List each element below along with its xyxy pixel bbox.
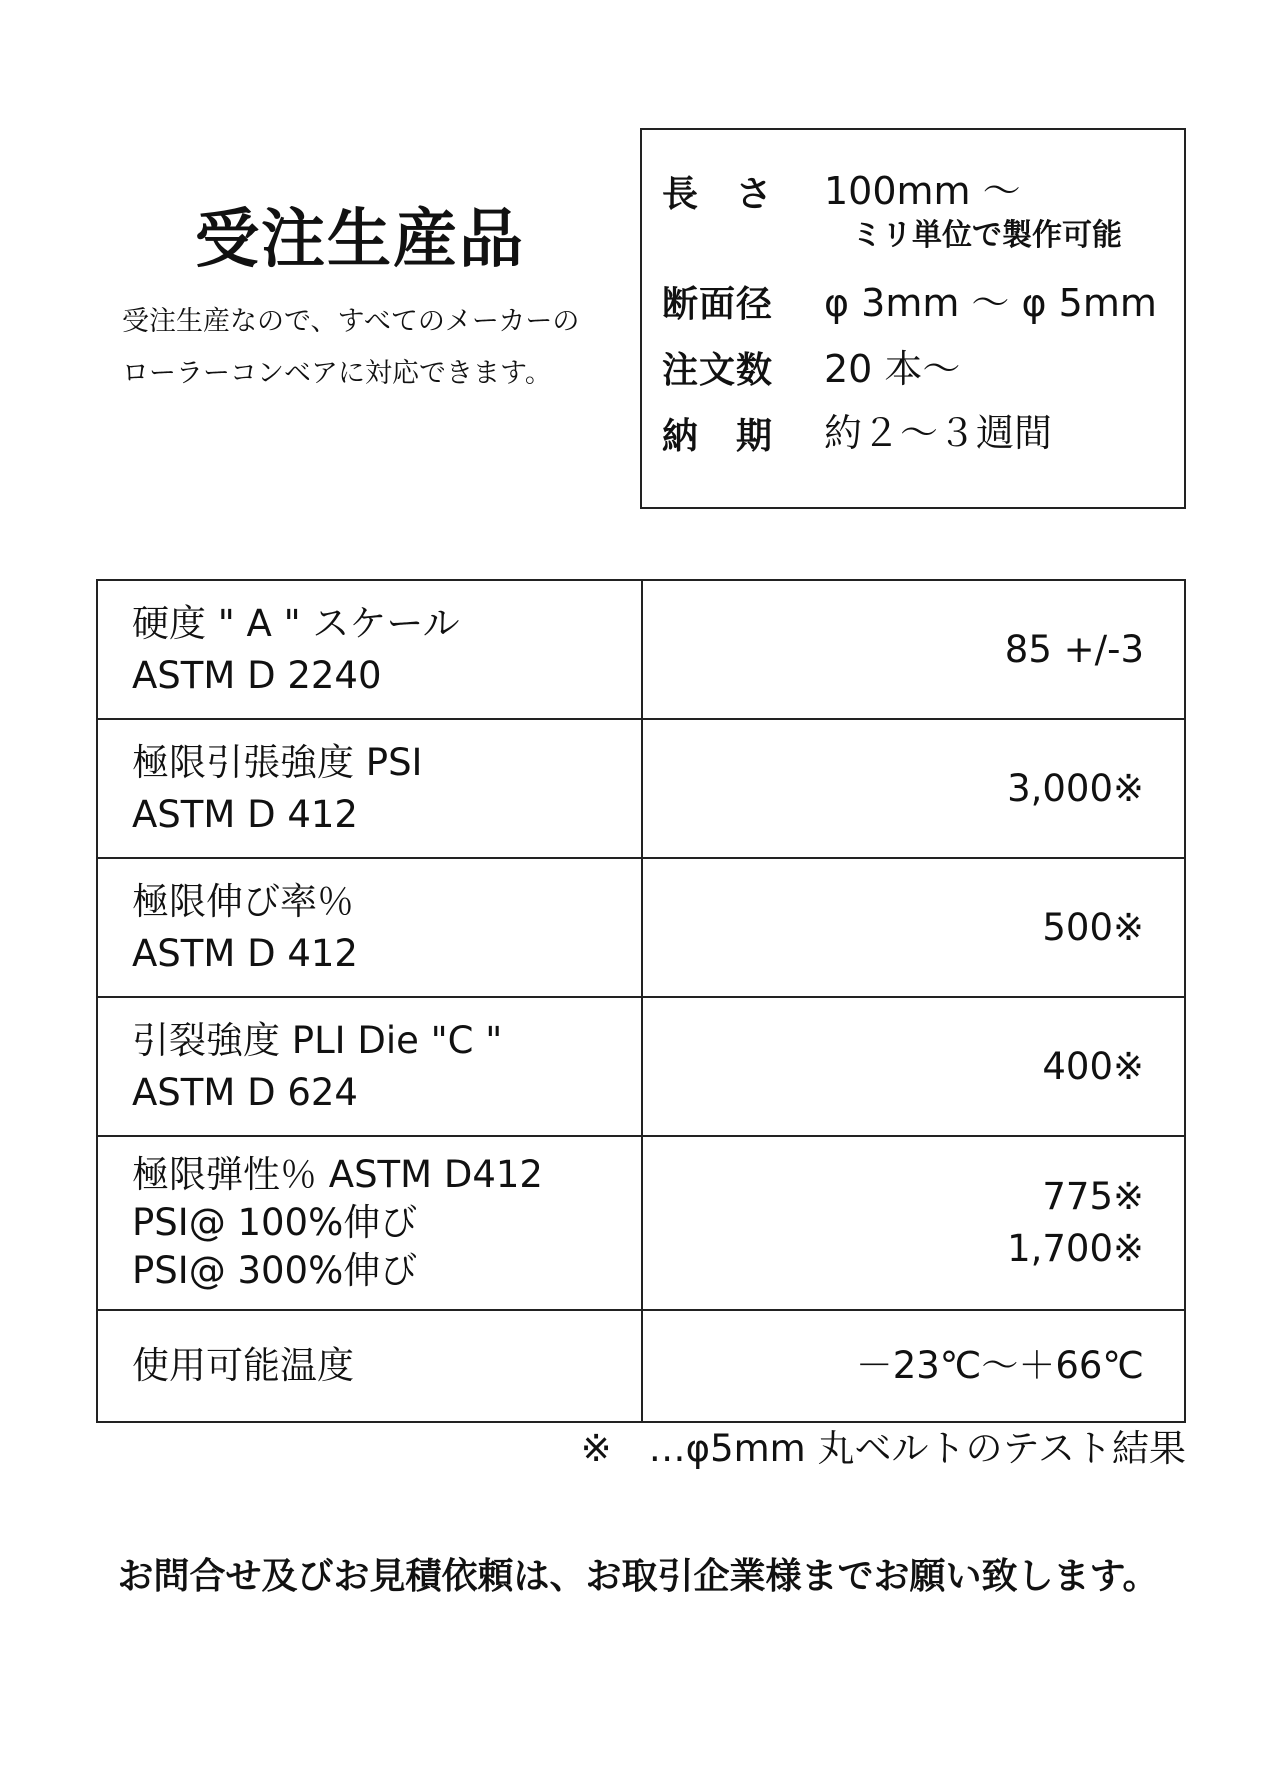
property-value: －23℃～＋66℃ bbox=[642, 1310, 1185, 1422]
intro-text bbox=[122, 296, 622, 400]
property-label: 極限弾性％ ASTM D412 PSI@ 100%伸び PSI@ 300%伸び bbox=[97, 1136, 642, 1310]
table-row bbox=[97, 997, 1185, 1136]
property-value: 3,000※ bbox=[642, 719, 1185, 858]
spec-length-label: 長 さ bbox=[662, 174, 774, 215]
table-row bbox=[97, 719, 1185, 858]
spec-diameter-label: 断面径 bbox=[662, 284, 774, 325]
spec-delivery-label: 納 期 bbox=[662, 416, 774, 457]
property-label: 極限伸び率％ ASTM D 412 bbox=[97, 858, 642, 997]
property-label: 極限引張強度 PSI ASTM D 412 bbox=[97, 719, 642, 858]
intro-line: 受注生産なので、すべてのメーカーの bbox=[122, 306, 580, 337]
spec-order-value: 20 本～ bbox=[824, 347, 961, 391]
property-table bbox=[96, 579, 1186, 1423]
table-row bbox=[97, 858, 1185, 997]
contact-footer: お問合せ及びお見積依頼は、お取引企業様までお願い致します。 bbox=[117, 1556, 1159, 1597]
spec-box bbox=[640, 128, 1186, 509]
footnote: ※ …φ5mm 丸ベルトのテスト結果 bbox=[580, 1427, 1186, 1470]
property-value: 500※ bbox=[642, 858, 1185, 997]
spec-order-label: 注文数 bbox=[662, 350, 774, 391]
property-value: 400※ bbox=[642, 997, 1185, 1136]
table-row bbox=[97, 1136, 1185, 1310]
spec-diameter-value: φ 3mm ～ φ 5mm bbox=[824, 281, 1157, 325]
property-label: 引裂強度 PLI Die "C " ASTM D 624 bbox=[97, 997, 642, 1136]
table-row bbox=[97, 580, 1185, 719]
spec-delivery-value: 約２～３週間 bbox=[824, 411, 1053, 455]
intro-line: ローラーコンベアに対応できます。 bbox=[122, 358, 552, 389]
property-value: 85 +/-3 bbox=[642, 580, 1185, 719]
spec-length-note: ミリ単位で製作可能 bbox=[852, 218, 1122, 253]
property-label: 硬度 " A " スケール ASTM D 2240 bbox=[97, 580, 642, 719]
property-value: 775※ 1,700※ bbox=[642, 1136, 1185, 1310]
page-title: 受注生産品 bbox=[195, 203, 525, 277]
table-row bbox=[97, 1310, 1185, 1422]
spec-length-value: 100mm ～ bbox=[824, 169, 1021, 213]
property-label: 使用可能温度 bbox=[97, 1310, 642, 1422]
